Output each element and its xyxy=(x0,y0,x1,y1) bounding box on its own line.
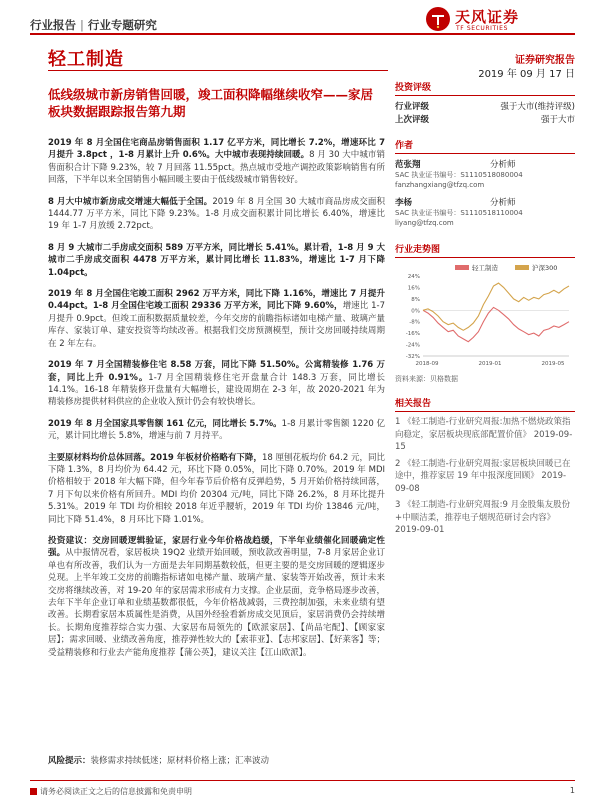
title-divider xyxy=(48,70,388,71)
body-paragraph xyxy=(48,418,385,443)
paragraph-lead: 8 月大中城市新房成交增速大幅低于全国。 xyxy=(48,196,213,207)
paragraph-body: 增速比 1-7 月提升 0.9pct。但竣工面积数据质量较差，今年交房的前瞻指标诸如电梯产量、玻璃产量库存、家装订单、建安投资等均续改善。根据我们交房预测模型，预计交房回暖持续周期在 2 年左右。 xyxy=(48,301,385,349)
author-card xyxy=(395,196,575,228)
paragraph-body: 1-8 月累计零售额 1220 亿元，累计同比增长 5.8%，增速与前 7 月持平。 xyxy=(48,418,385,442)
trend-header: 行业走势图 xyxy=(395,242,575,258)
industry-name: 轻工制造 xyxy=(48,49,124,70)
y-tick-label: 24% xyxy=(407,274,420,280)
legend-label: 沪深300 xyxy=(532,264,558,272)
paragraph-lead: 2019 年 8 月全国住宅竣工面积 2962 万平方米，同比下降 1.16%，增速比 7 月提升 0.44pct。1-8 月全国住宅竣工面积 29336 万平方米，同比下降 9.60%， xyxy=(48,289,385,312)
body-paragraph xyxy=(48,359,385,409)
related-header: 相关报告 xyxy=(395,396,575,412)
report-title: 低线级城市新房销售回暖，竣工面积降幅继续收窄——家居板块数据跟踪报告第九期 xyxy=(48,87,374,119)
paragraph-body: 1-7 月全国精装修住宅开盘量合计 148.3 万套，同比增长 14.1%。16-18 年精装修开盘量有大幅增长，建设周期在 2-3 年，故 2020-2021 年为精装修房提供材料供应的企业收入预计仍会有较快增长。 xyxy=(48,372,386,408)
rating-key: 上次评级 xyxy=(395,115,430,125)
tf-logo-icon xyxy=(425,6,451,32)
header-divider xyxy=(30,33,575,35)
disclaimer-text: 请务必阅读正文之后的信息披露和免责申明 xyxy=(40,787,192,796)
sidebar xyxy=(395,80,575,541)
body-paragraph xyxy=(48,242,385,279)
author-sac: SAC 执业证书编号：S1110518110004 xyxy=(395,209,523,217)
paragraph-lead: 8 月 9 大城市二手房成交面积 589 万平方米，同比增长 5.41%。累计看，1-8 月 9 大城市二手房成交面积 4478 万平方米，累计同比增长 11.83%，增速比 1-7 月下降 1.04pct。 xyxy=(48,242,385,278)
paragraph-body: 从中报情况看，家居板块 19Q2 业绩开始回暖，预收款改善明显，7-8 月家居企业订单也有所改善，我们认为一方面是去年同期基数较低，但更主要的是交房回暖的逻辑逐步兑现。上半年竣工交房的前瞻指标诸如电梯产量、玻璃产量、家装等开始改善，预计未来交房将继续改善，对 19-20 年的家居需求形成有力支撑。企业层面，竞争格局逐步改善，去年下半年企业订单和业绩基数都很低，今年价格战减弱，三费控制加强，未来业绩有望改善。长期看家居本质属性是消费，从国外经验看新房成交见顶后，家居消费仍会持续增长。长期角度推荐综合实力强、大家居布局领先的【欧派家居】、【尚品宅配】、【顾家家居】；需求回暖、业绩改善角度，推荐弹性较大的【索菲亚】、【志邦家居】、【好莱客】等；受益精装修和行业去产能角度推荐【蒲公英】，建议关注【江山欧派】。 xyxy=(48,548,385,658)
related-report-item[interactable]: 1 《轻工制造-行业研究周报:加热不燃烧政策指向稳定，家居板块现底部配置价值》 2019-09-15 xyxy=(395,417,573,452)
brand-logo xyxy=(425,6,575,36)
breadcrumb-topic: 行业专题研究 xyxy=(87,18,157,32)
paragraph-lead: 2019 年 7 月全国精装修住宅 8.58 万套，同比下降 51.50%。公寓精装修 1.76 万套，同比上升 0.91%。 xyxy=(48,360,385,383)
paragraph-lead: 主要原材料均价总体回落。2019 年板材价格略有下降， xyxy=(48,452,262,463)
body-paragraph xyxy=(48,196,385,233)
body-paragraph xyxy=(48,535,385,659)
y-tick-label: -32% xyxy=(405,354,420,360)
author-name: 范张翔 xyxy=(395,160,421,170)
author-role: 分析师 xyxy=(490,198,516,208)
logo-text-en: TF SECURITIES xyxy=(456,25,508,32)
paragraph-body: 18 厘刨花板均价 64.2 元，同比下降 1.3%，8 月均价为 64.42 元，环比下降 0.05%，同比下降 0.70%。2019 年 MDI 价格相较于 2018 年大幅下降，但今年春节后价格有反弹趋势，5 月开始价格持续回落，7 月下旬以来价格有所回升。MDI 均价 20304 元/吨，同比下降 26.2%，8 月环比提升 5.31%。2019 年 TDI 均价相较 2018 年近乎腰斩，2019 年 TDI 均价 13846 元/吨，同比下降 51.4%，8 月环比下降 1.01%。 xyxy=(48,452,385,525)
author-email[interactable]: fanzhangxiang@tfzq.com xyxy=(395,181,485,189)
rating-row xyxy=(395,100,575,113)
rating-key: 行业评级 xyxy=(395,102,430,112)
body-paragraph xyxy=(48,452,385,526)
legend-label: 轻工制造 xyxy=(472,264,498,272)
author-email[interactable]: liyang@tfzq.com xyxy=(395,219,454,227)
breadcrumb-report: 行业报告 xyxy=(30,18,76,32)
trend-chart-svg xyxy=(395,262,575,372)
legend-swatch xyxy=(515,265,529,270)
paragraph-lead: 2019 年 8 月全国住宅商品房销售面积 1.17 亿平方米，同比增长 7.2%，增速环比 7 月提升 3.8pct ，1-8 月累计上升 0.6%。大中城市表现持续回暖。 xyxy=(48,138,385,161)
paragraph-body: 2019 年 8 月全国 30 大城市商品房成交面积 1444.77 万平方米，同比下降 9.23%。1-8 月成交面积累计同比增长 6.40%，增速比 19 年 1-7 月放缓 2.72pct。 xyxy=(48,196,385,232)
y-tick-label: 8% xyxy=(411,296,420,303)
author-header: 作者 xyxy=(395,138,575,154)
y-tick-label: 16% xyxy=(407,285,420,292)
rating-value: 强于大市(维持评级) xyxy=(500,102,575,112)
paragraph-lead: 2019 年 8 月全国家具零售额 161 亿元，同比增长 5.7%。 xyxy=(48,418,282,429)
paragraph-body: 8 月 30 大中城市销售面积合计下降 9.23%，较 7 月回落 11.55pct。热点城市受地产调控政策影响销售有所回落，下半年以来全国销售小幅回暖主要由于低线级城市销售较好。 xyxy=(48,150,385,186)
footer-divider xyxy=(30,780,575,781)
body-paragraphs xyxy=(48,137,385,659)
series-line xyxy=(423,283,569,330)
body-paragraph xyxy=(48,288,385,350)
x-tick-label: 2019-01 xyxy=(478,361,502,367)
y-tick-label: -24% xyxy=(405,342,420,349)
risk-text: 装修需求持续低迷；原材料价格上涨；汇率波动 xyxy=(90,756,270,766)
chart-source: 资料来源：贝格数据 xyxy=(395,375,458,383)
legend-swatch xyxy=(455,265,469,270)
body-paragraph xyxy=(48,137,385,187)
footer-square-icon xyxy=(30,788,37,795)
risk-warning xyxy=(48,754,269,766)
logo-text-cn: 天风证券 xyxy=(455,8,520,26)
author-name: 李杨 xyxy=(395,198,413,208)
main-content xyxy=(48,86,385,668)
rating-header: 投资评级 xyxy=(395,80,575,96)
author-sac: SAC 执业证书编号：S1110518080004 xyxy=(395,171,523,179)
related-report-item[interactable]: 3 《轻工制造-行业研究周报:9 月金股集友股份+中顺洁柔，推荐电子烟规范研讨会内容》 2019-09-01 xyxy=(395,500,571,535)
x-tick-label: 2018-09 xyxy=(415,361,439,367)
rating-value: 强于大市 xyxy=(540,115,575,125)
series-line xyxy=(423,307,569,341)
trend-chart xyxy=(395,262,575,372)
rating-row xyxy=(395,113,575,126)
related-report-item[interactable]: 2 《轻工制造-行业研究周报:家居板块回暖已在途中，推荐家居 19 年中报深度回顾》 2019-09-08 xyxy=(395,458,571,494)
x-tick-label: 2019-05 xyxy=(541,361,565,367)
y-tick-label: -16% xyxy=(405,331,420,338)
breadcrumb xyxy=(30,17,157,33)
paragraph-lead: 投资建议：交房回暖逻辑验证，家居行业今年价格战趋缓，下半年业绩催化回暖确定性强。 xyxy=(48,535,385,559)
risk-label: 风险提示： xyxy=(48,756,91,766)
author-card xyxy=(395,158,575,190)
report-type: 证券研究报告 xyxy=(515,55,575,66)
author-role: 分析师 xyxy=(490,160,516,170)
page-number: 1 xyxy=(569,786,575,795)
breadcrumb-separator: | xyxy=(80,18,84,32)
y-tick-label: -8% xyxy=(409,319,420,326)
y-tick-label: 0% xyxy=(411,308,420,315)
page-footer xyxy=(30,786,575,797)
report-date: 2019 年 09 月 17 日 xyxy=(478,69,575,80)
